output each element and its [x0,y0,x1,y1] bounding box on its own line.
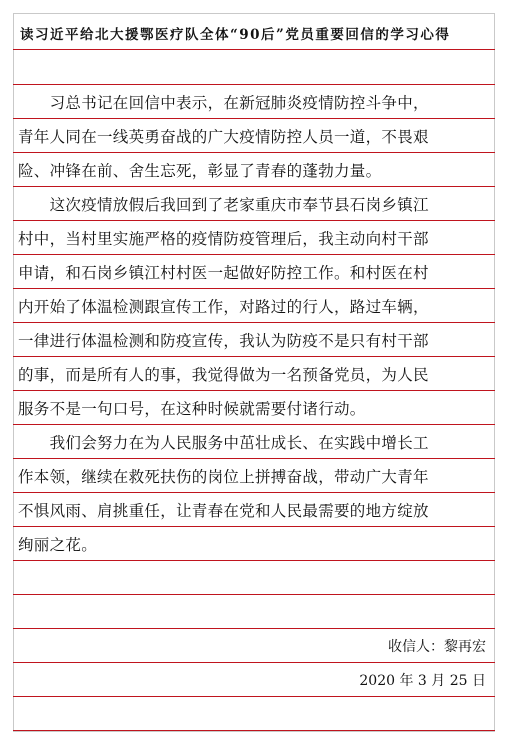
paragraph-line: 绚丽之花。 [18,536,98,554]
rule-line [13,220,495,221]
rule-line [13,254,495,255]
rule-line [13,356,495,357]
rule-line [13,288,495,289]
paragraph-line: 作本领，继续在救死扶伤的岗位上拼搏奋战，带动广大青年 [18,468,429,486]
rule-line [13,49,495,50]
paragraph-line: 我们会努力在为人民服务中茁壮成长、在实践中增长工 [18,434,429,452]
paragraph-line: 险、冲锋在前、舍生忘死，彰显了青春的蓬勃力量。 [18,162,382,180]
rule-line [13,84,495,85]
rule-line [13,662,495,663]
paragraph-line: 的事，而是所有人的事，我觉得做为一名预备党员，为人民 [18,366,429,384]
paragraph-line: 青年人同在一线英勇奋战的广大疫情防控人员一道，不畏艰 [18,128,429,146]
rule-line [13,696,495,697]
paragraph-line: 村中，当村里实施严格的疫情防疫管理后，我主动向村干部 [18,230,429,248]
rule-line [13,322,495,323]
rule-line [13,186,495,187]
rule-line [13,424,495,425]
paragraph-line: 这次疫情放假后我回到了老家重庆市奉节县石岗乡镇江 [18,196,429,214]
paragraph-line: 不惧风雨、肩挑重任，让青春在党和人民最需要的地方绽放 [18,502,429,520]
rule-line [13,390,495,391]
paragraph-line: 服务不是一句口号，在这种时候就需要付诸行动。 [18,400,366,418]
paragraph-line: 申请，和石岗乡镇江村村医一起做好防控工作。和村医在村 [18,264,429,282]
rule-line [13,526,495,527]
rule-line [13,560,495,561]
rule-line [13,594,495,595]
rule-line [13,492,495,493]
paragraph-line: 一律进行体温检测和防疫宣传，我认为防疫不是只有村干部 [18,332,429,350]
rule-line [13,628,495,629]
rule-line [13,118,495,119]
rule-line [13,730,495,731]
document-title: 读习近平给北大援鄂医疗队全体“90后”党员重要回信的学习心得 [20,27,451,43]
paragraph-line: 内开始了体温检测跟宣传工作，对路过的行人，路过车辆， [18,298,429,316]
paragraph-line: 习总书记在回信中表示，在新冠肺炎疫情防控斗争中， [18,94,429,112]
recipient-signature: 收信人：黎再宏 [388,639,486,655]
rule-line [13,152,495,153]
rule-line [13,458,495,459]
letter-date: 2020 年 3 月 25 日 [359,673,486,689]
